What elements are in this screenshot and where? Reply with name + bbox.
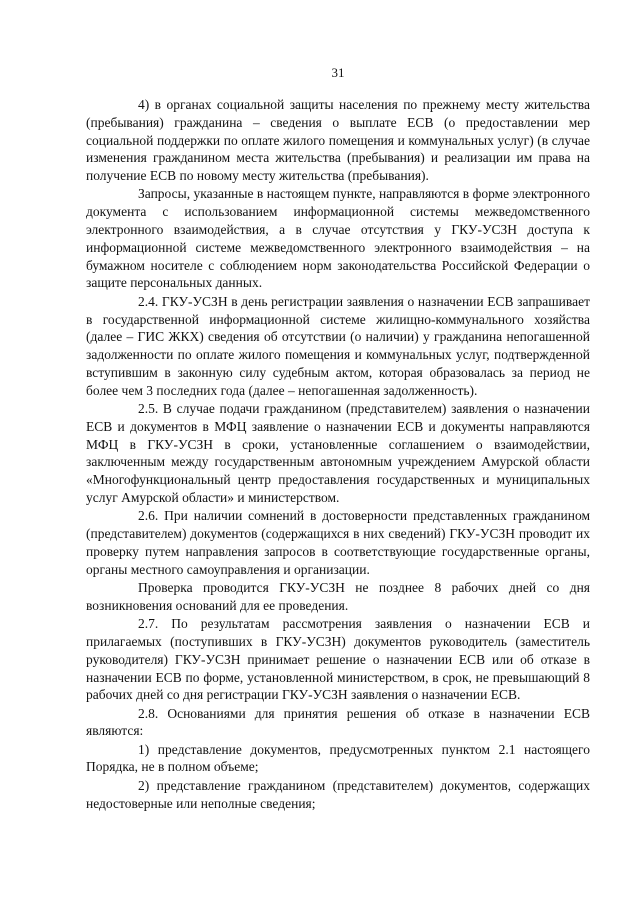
paragraph-2-7: 2.7. По результатам рассмотрения заявления о назначении ЕСВ и прилагаемых (поступивших в ГКУ-УСЗН) документов руководитель (заместитель руководителя) ГКУ-УСЗН принимает решение о назначении ЕСВ или об отказе в назначении ЕСВ по форме, установленной министерством, в срок, не превышающий 8 рабочих дней со дня регистрации ГКУ-УСЗН заявления о назначении ЕСВ. (86, 616, 590, 703)
document-page (86, 66, 590, 813)
paragraph-verification: Проверка проводится ГКУ-УСЗН не позднее 8 рабочих дней со дня возникновения оснований для ее проведения. (86, 580, 590, 613)
page-number: 31 (331, 65, 345, 80)
paragraph-2-8: 2.8. Основаниями для принятия решения об отказе в назначении ЕСВ являются: (86, 705, 590, 739)
paragraph-2-5: 2.5. В случае подачи гражданином (представителем) заявления о назначении ЕСВ и документов в МФЦ заявление о назначении ЕСВ и документы направляются МФЦ в ГКУ-УСЗН в сроки, установленные соглашением о взаимодействии, заключенным между государственным автономным учреждением Амурской области «Многофункциональный центр предоставления государственных и муниципальных услуг Амурской области» и министерством. (86, 401, 590, 506)
list-item-1: 1) представление документов, предусмотренных пунктом 2.1 настоящего Порядка, не в полном объеме; (86, 741, 590, 775)
list-item-2: 2) представление гражданином (представителем) документов, содержащих недостоверные или неполные сведения; (86, 777, 590, 811)
paragraph-2-6: 2.6. При наличии сомнений в достоверности представленных гражданином (представителем) документов (содержащихся в них сведений) ГКУ-УСЗН проводит их проверку путем направления запросов в соответствующие государственные органы, органы местного самоуправления и организации. (86, 508, 590, 577)
paragraph-2-4: 2.4. ГКУ-УСЗН в день регистрации заявления о назначении ЕСВ запрашивает в государственной информационной системе жилищно-коммунального хозяйства (далее – ГИС ЖКХ) сведения об отсутствии (о наличии) у гражданина непогашенной задолженности по оплате жилого помещения и коммунальных услуг, подтвержденной вступившим в законную силу судебным актом, которая образовалась за период не более чем 3 последних года (далее – непогашенная задолженность). (86, 293, 590, 398)
paragraph-requests: Запросы, указанные в настоящем пункте, направляются в форме электронного документа с использованием информационной системы межведомственного электронного взаимодействия, а в случае отсутствия у ГКУ-УСЗН доступа к информационной системе межведомственного электронного взаимодействия – на бумажном носителе с соблюдением норм законодательства Российской Федерации о защите персональных данных. (86, 186, 590, 291)
paragraph-item-4: 4) в органах социальной защиты населения по прежнему месту жительства (пребывания) гражданина – сведения о выплате ЕСВ (о предоставлении мер социальной поддержки по оплате жилого помещения и коммунальных услуг) (в случае изменения гражданином места жительства (пребывания) и реализации им права на получение ЕСВ по новому месту жительства (пребывания). (86, 97, 590, 184)
